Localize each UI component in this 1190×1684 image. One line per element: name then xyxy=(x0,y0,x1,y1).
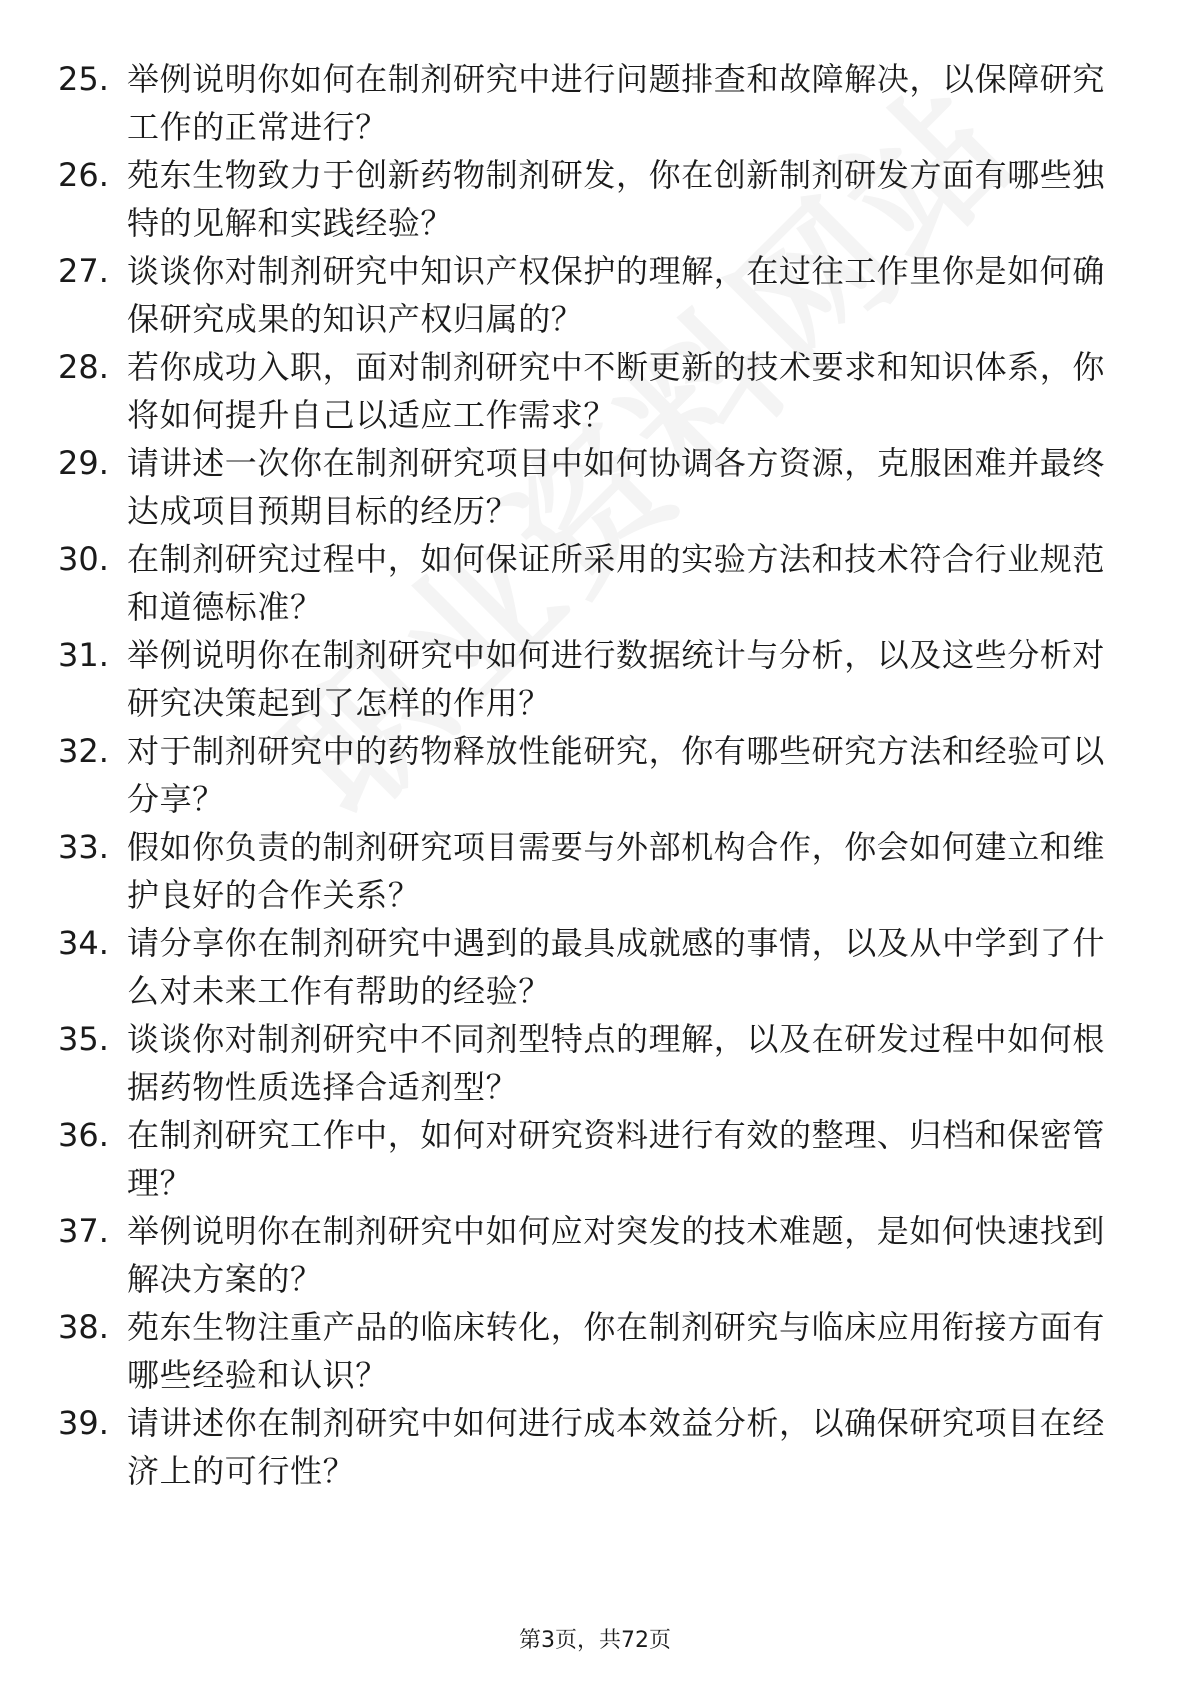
list-item xyxy=(0,1008,1190,1108)
question-number: 30. xyxy=(58,540,109,578)
question-text: 请分享你在制剂研究中遇到的最具成就感的事情，以及从中学到了什么对未来工作有帮助的经验？ xyxy=(127,924,1106,1010)
list-item xyxy=(0,240,1190,340)
list-item xyxy=(0,1392,1190,1492)
question-text: 苑东生物注重产品的临床转化，你在制剂研究与临床应用衔接方面有哪些经验和认识？ xyxy=(127,1308,1106,1394)
question-number: 36. xyxy=(58,1116,109,1154)
page-number-footer: 第3页，共72页 xyxy=(519,1628,671,1653)
question-text: 在制剂研究过程中，如何保证所采用的实验方法和技术符合行业规范和道德标准？ xyxy=(127,540,1106,626)
question-text: 对于制剂研究中的药物释放性能研究，你有哪些研究方法和经验可以分享？ xyxy=(127,732,1106,818)
list-item xyxy=(0,48,1190,148)
question-text: 在制剂研究工作中，如何对研究资料进行有效的整理、归档和保密管理？ xyxy=(127,1116,1106,1202)
question-text: 举例说明你如何在制剂研究中进行问题排查和故障解决，以保障研究工作的正常进行？ xyxy=(127,60,1106,146)
question-number: 39. xyxy=(58,1404,109,1442)
question-number: 25. xyxy=(58,60,109,98)
question-text: 假如你负责的制剂研究项目需要与外部机构合作，你会如何建立和维护良好的合作关系？ xyxy=(127,828,1106,914)
question-text: 请讲述你在制剂研究中如何进行成本效益分析，以确保研究项目在经济上的可行性？ xyxy=(127,1404,1106,1490)
list-item xyxy=(0,720,1190,820)
question-number: 38. xyxy=(58,1308,109,1346)
list-item xyxy=(0,432,1190,532)
question-text: 苑东生物致力于创新药物制剂研发，你在创新制剂研发方面有哪些独特的见解和实践经验？ xyxy=(127,156,1106,242)
question-text: 若你成功入职，面对制剂研究中不断更新的技术要求和知识体系，你将如何提升自己以适应工作需求？ xyxy=(127,348,1106,434)
question-number: 28. xyxy=(58,348,109,386)
list-item xyxy=(0,1296,1190,1396)
list-item xyxy=(0,912,1190,1012)
question-number: 27. xyxy=(58,252,109,290)
list-item xyxy=(0,144,1190,244)
question-number: 34. xyxy=(58,924,109,962)
question-text: 举例说明你在制剂研究中如何应对突发的技术难题，是如何快速找到解决方案的？ xyxy=(127,1212,1106,1298)
question-number: 26. xyxy=(58,156,109,194)
list-item xyxy=(0,528,1190,628)
question-number: 35. xyxy=(58,1020,109,1058)
question-text: 谈谈你对制剂研究中不同剂型特点的理解，以及在研发过程中如何根据药物性质选择合适剂型？ xyxy=(127,1020,1106,1106)
question-number: 31. xyxy=(58,636,109,674)
list-item xyxy=(0,1104,1190,1204)
list-item xyxy=(0,336,1190,436)
list-item xyxy=(0,624,1190,724)
list-item xyxy=(0,816,1190,916)
question-number: 37. xyxy=(58,1212,109,1250)
question-text: 谈谈你对制剂研究中知识产权保护的理解，在过往工作里你是如何确保研究成果的知识产权归属的？ xyxy=(127,252,1106,338)
question-text: 举例说明你在制剂研究中如何进行数据统计与分析，以及这些分析对研究决策起到了怎样的作用？ xyxy=(127,636,1106,722)
question-text: 请讲述一次你在制剂研究项目中如何协调各方资源，克服困难并最终达成项目预期目标的经历？ xyxy=(127,444,1106,530)
question-number: 29. xyxy=(58,444,109,482)
question-number: 33. xyxy=(58,828,109,866)
question-number: 32. xyxy=(58,732,109,770)
list-item xyxy=(0,1200,1190,1300)
